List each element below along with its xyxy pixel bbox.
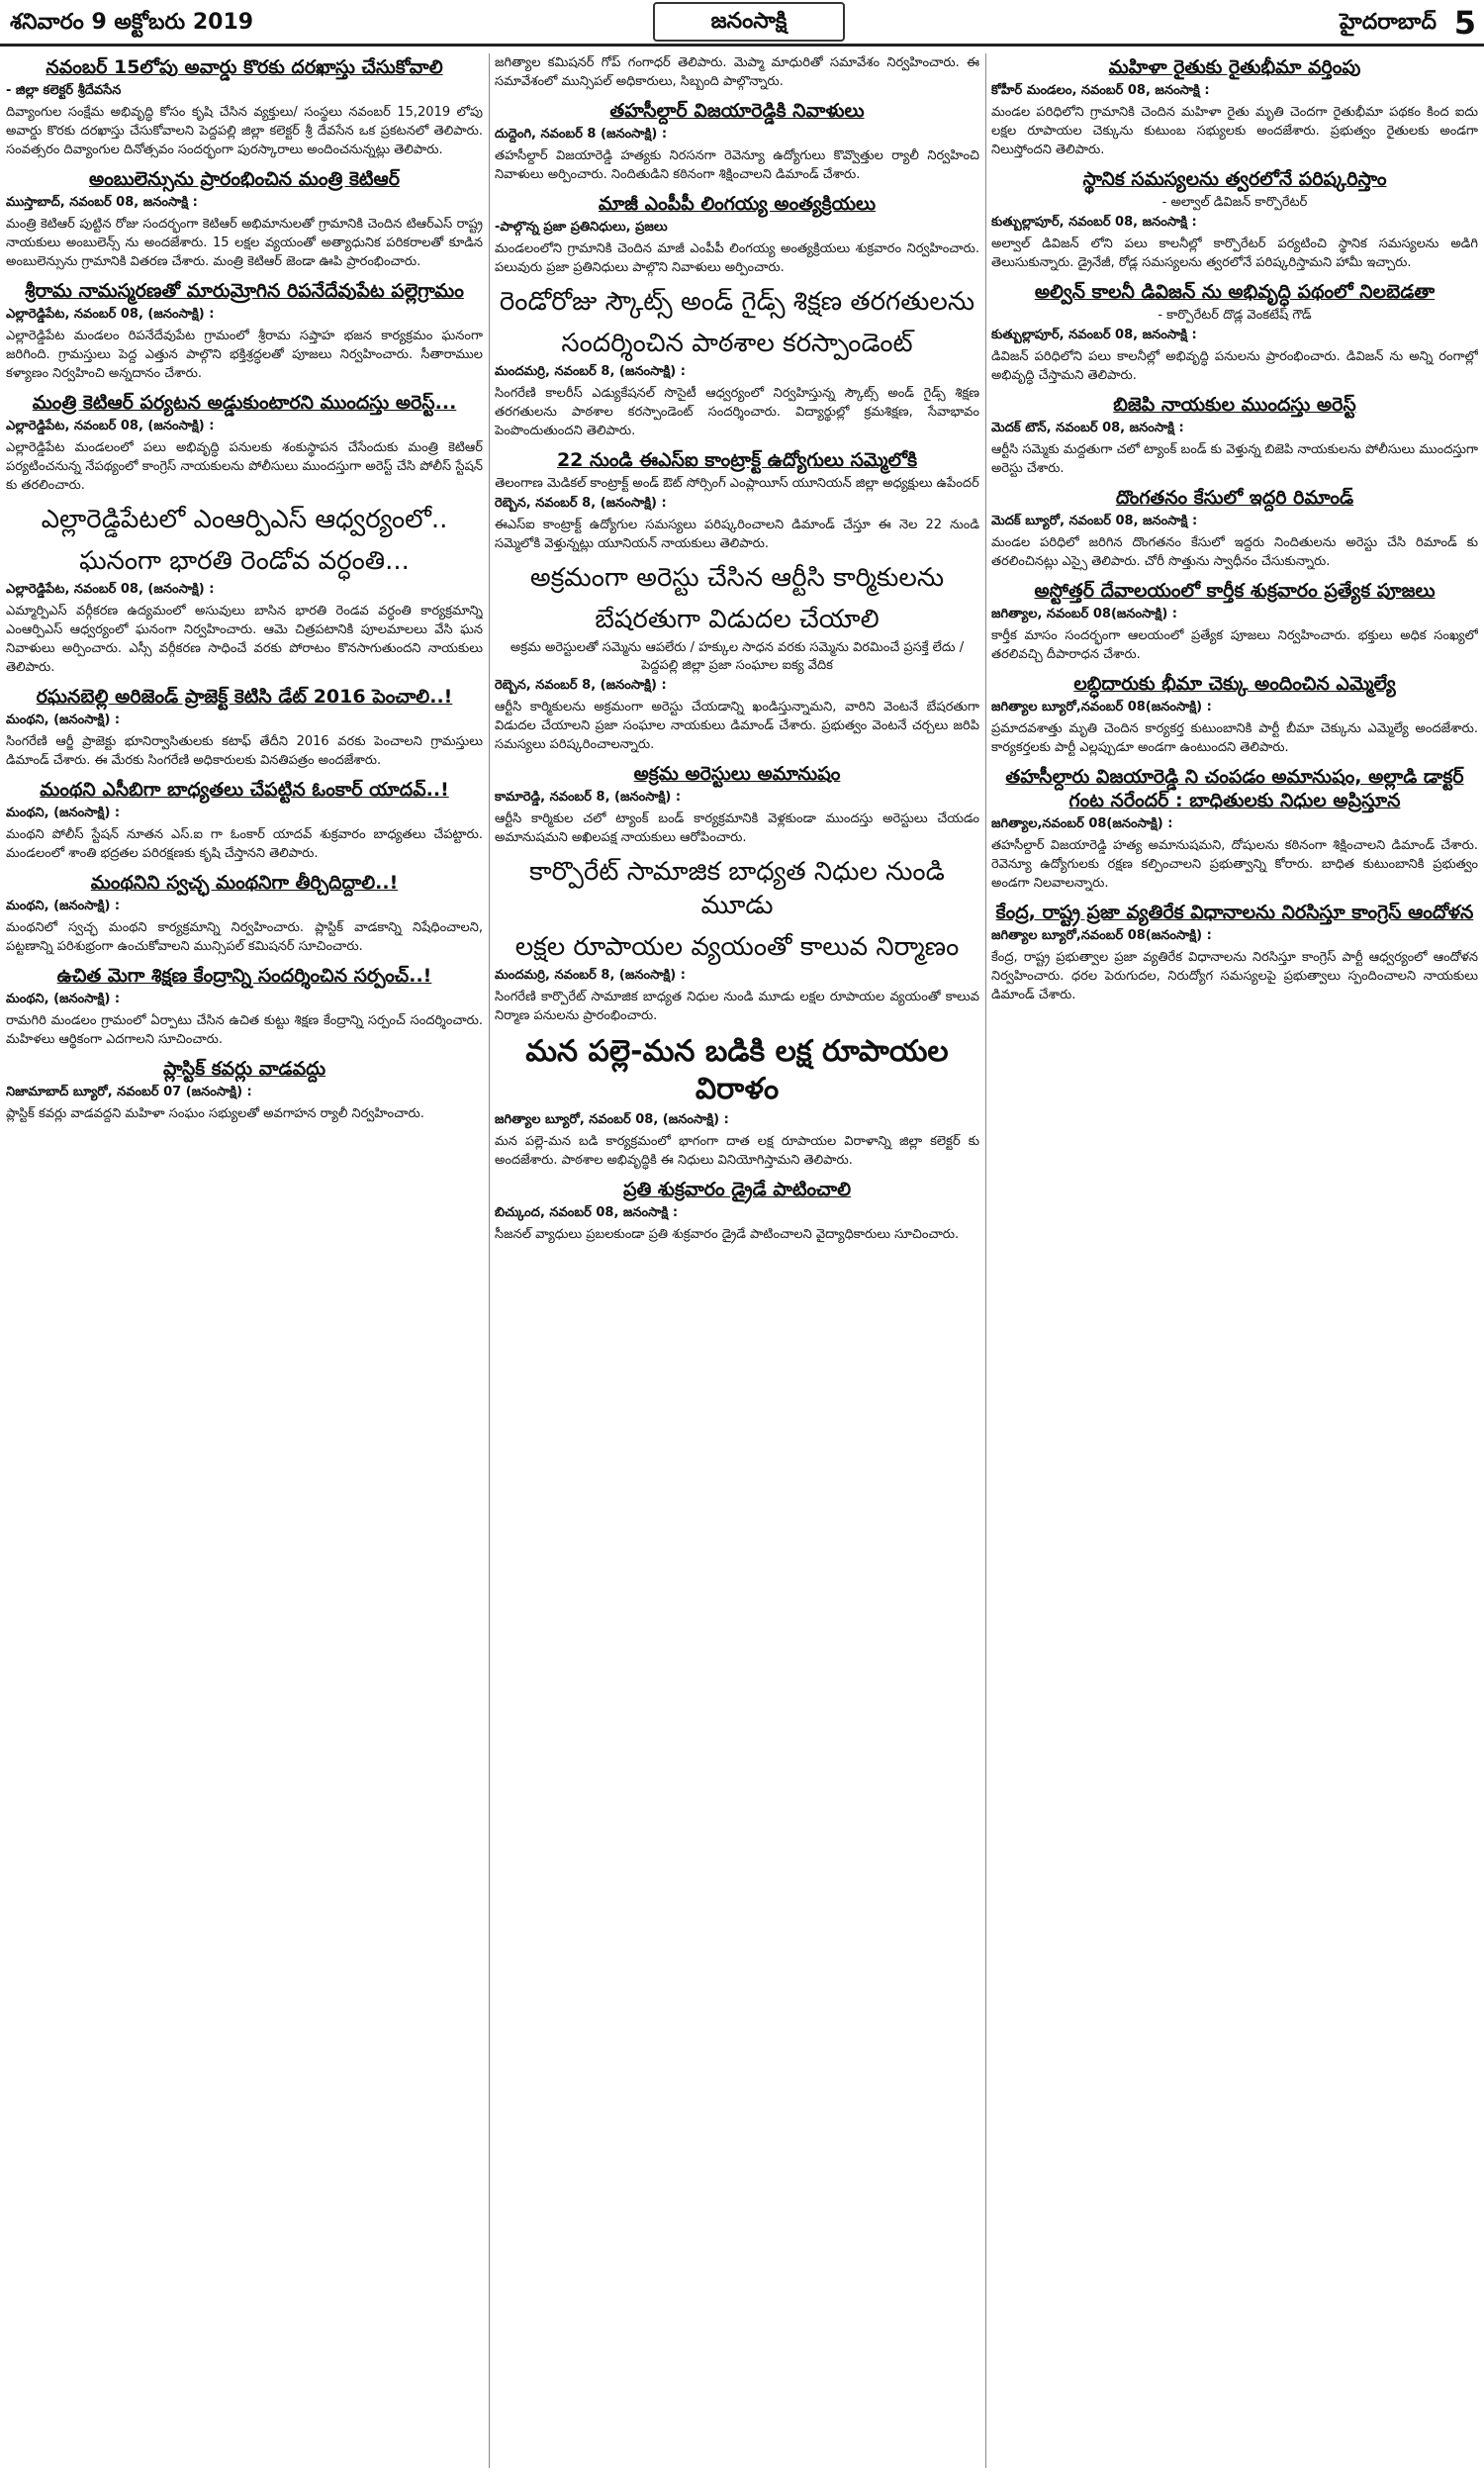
news-article: [6, 391, 483, 495]
news-article: [495, 285, 979, 319]
article-subheadline: - కార్పొరేటర్ దొడ్ల వెంకటేష్ గౌడ్: [1158, 308, 1312, 323]
article-body: మంథనిలో స్వచ్ఛ మంథని కార్యక్రమాన్ని నిర్వహించారు. ప్లాస్టిక్ వాడకాన్ని నిషేధించాలని, పట్టణాన్ని పరిశుభ్రంగా ఉంచుకోవాలని మున్సిపల్ కమిషనర్ సూచించారు.: [6, 920, 483, 954]
column-right: [991, 53, 1478, 2468]
article-headline: బేషరతుగా విడుదల చేయాలి: [595, 605, 880, 634]
article-body: సీజనల్ వ్యాధులు ప్రబలకుండా ప్రతి శుక్రవారం డ్రైడే పాటించాలని వైద్యాధికారులు సూచించారు.: [495, 1227, 960, 1242]
news-article: [991, 280, 1478, 385]
dateline: మంథని, (జనంసాక్షి) :: [6, 806, 121, 820]
article-headline: కేంద్ర, రాష్ట్ర ప్రజా వ్యతిరేక విధానాలను నిరసిస్తూ కాంగ్రెస్ ఆందోళన: [995, 902, 1474, 923]
article-headline: మంథని ఎసీబిగా బాధ్యతలు చేపట్టిన ఓంకార్ యాదవ్..!: [40, 779, 449, 801]
article-headline: ఎల్లారెడ్డిపేటలో ఎంఆర్పిఎస్ ఆధ్వర్యంలో..: [41, 505, 448, 534]
news-article: [6, 1057, 483, 1123]
dateline: మెదక్ టౌన్, నవంబర్ 08, జనంసాక్షి :: [991, 421, 1184, 435]
dateline: ఎల్లారెడ్డిపేట, నవంబర్ 08, (జనంసాక్షి) :: [6, 307, 215, 322]
news-article: [495, 327, 979, 440]
article-headline: మన పల్లె-మన బడికి లక్ష రూపాయల విరాళం: [525, 1034, 949, 1106]
article-headline: ప్రతి శుక్రవారం డ్రైడే పాటించాలి: [622, 1179, 852, 1200]
article-headline: రఘనబెల్లి అరిజెండ్ ప్రాజెక్ట్ కెటిసి డేట్ 2016 పెంచాలి..!: [36, 686, 453, 708]
article-headline: అల్విన్ కాలనీ డివిజన్ ను అభివృద్ధి పథంలో నిలబెడతా: [1034, 281, 1436, 303]
article-headline: సందర్శించిన పాఠశాల కరస్పాండెంట్: [561, 329, 913, 358]
column-divider: [985, 53, 986, 2468]
news-article: [6, 685, 483, 770]
article-headline: శ్రీరామ నామస్మరణతో మారుమ్రోగిన రిపనేదేవుపేట పల్లెగ్రామం: [25, 280, 464, 302]
news-article: [6, 503, 483, 536]
article-body: మండలంలోని గ్రామానికి చెందిన మాజీ ఎంపీపీ లింగయ్య అంత్యక్రియలు శుక్రవారం నిర్వహించారు. పలువురు ప్రజా ప్రతినిధులు పాల్గొని నివాళులు అర్పించారు.: [495, 241, 979, 275]
article-headline: లక్షల రూపాయల వ్యయంతో కాలువ నిర్మాణం: [514, 932, 960, 962]
article-headline: మంథనిని స్వచ్ఛ మంథనిగా తీర్చిదిద్దాలి..!: [90, 872, 399, 894]
dateline: జగిత్యాల, నవంబర్ 08(జనంసాక్షి) :: [991, 607, 1177, 621]
news-article: [495, 53, 979, 91]
article-headline: అక్రమ అరెస్టులు అమానుషం: [633, 763, 841, 785]
article-body: మన పల్లె-మన బడి కార్యక్రమంలో భాగంగా దాత లక్ష రూపాయల విరాళాన్ని జిల్లా కలెక్టర్ కు అందజేశారు. పాఠశాల అభివృద్ధికి ఈ నిధులు వినియోగిస్తామని తెలిపారు.: [495, 1134, 979, 1168]
dateline: దుద్దెంగి, నవంబర్ 8 (జనంసాక్షి) :: [495, 127, 668, 142]
article-subheadline: అక్రమ అరెస్టులతో సమ్మెను ఆపలేరు / హక్కుల సాధన వరకు సమ్మెను విరమించే ప్రసక్తే లేదు / పెద్దపల్లి జిల్లా ప్రజా సంఘాల ఐక్య వేదిక: [510, 640, 965, 673]
article-headline: 22 నుండి ఈఎస్ఐ కాంట్రాక్ట్ ఉద్యోగులు సమ్మెలోకి: [556, 449, 918, 471]
news-article: [6, 55, 483, 159]
article-headline: స్థానిక సమస్యలను త్వరలోనే పరిష్కరిస్తాం: [1082, 168, 1387, 190]
article-body: జగిత్యాల కమిషనర్ గోప్ గంగాధర్ తెలిపారు. మెప్మా మాధురితో సమావేశం నిర్వహించారు. ఈ సమావేశంలో మున్సిపల్ అధికారులు, సిబ్బంది పాల్గొన్నారు.: [495, 55, 979, 89]
news-article: [6, 964, 483, 1049]
dateline: మందమర్రి, నవంబర్ 8, (జనంసాక్షి) :: [495, 968, 686, 983]
article-body: ప్లాస్టిక్ కవర్లు వాడవద్దని మహిళా సంఘం సభ్యులతో అవగాహన ర్యాలీ నిర్వహించారు.: [6, 1106, 424, 1121]
article-body: ఎల్లారెడ్డిపేట మండలంలో పలు అభివృద్ధి పనులకు శంకుస్థాపన చేసేందుకు మంత్రి కెటిఆర్ పర్యటించనున్న నేపథ్యంలో కాంగ్రెస్ నాయకులను పోలీసులు ముందస్తుగా అరెస్ట్ చేసి పోలీస్ స్టేషన్ కు తరలించారు.: [6, 440, 483, 493]
news-article: [6, 279, 483, 383]
article-headline: కార్పొరేట్ సామాజిక బాధ్యత నిధుల నుండి మూడు: [529, 857, 945, 920]
news-article: [495, 762, 979, 847]
dateline: మందమర్రి, నవంబర్ 8, (జనంసాక్షి) :: [495, 364, 686, 379]
news-article: [991, 486, 1478, 571]
news-article: [495, 192, 979, 277]
dateline: -పాల్గొన్న ప్రజా ప్రతినిధులు, ప్రజలు: [495, 220, 668, 235]
article-body: దివ్యాంగుల సంక్షేమ అభివృద్ధి కోసం కృషి చేసిన వ్యక్తులు/ సంస్థలు నవంబర్ 15,2019 లోపు అవార్డు కొరకు దరఖాస్తు చేసుకోవాలని పెద్దపల్లి జిల్లా కలెక్టర్ శ్రీ దేవసేన ఒక ప్రకటనలో తెలిపారు. సంవత్సరం దివ్యాంగుల దినోత్సవం సందర్భంగా పురస్కారాలు అందించనున్నట్లు తెలిపారు.: [6, 105, 483, 157]
news-article: [991, 167, 1478, 272]
news-article: [6, 871, 483, 956]
article-body: సింగరేణి ఆర్జీ ప్రాజెక్టు భూనిర్వాసితులకు కటాఫ్ తేదీని 2016 వరకు పెంచాలని గ్రామస్తులు డిమాండ్ చేశారు. ఈ మేరకు సింగరేణి అధికారులకు వినతిపత్రం అందజేశారు.: [6, 734, 483, 768]
article-body: కేంద్ర, రాష్ట్ర ప్రభుత్వాల ప్రజా వ్యతిరేక విధానాలను నిరసిస్తూ కాంగ్రెస్ పార్టీ ఆధ్వర్యంలో ఆందోళన నిర్వహించారు. ధరల పెరుగుదల, నిరుద్యోగ సమస్యలపై ప్రభుత్వాలు స్పందించాలని నాయకులు డిమాండ్ చేశారు.: [991, 950, 1478, 1002]
news-article: [495, 1178, 979, 1244]
news-article: [991, 901, 1478, 1004]
column-middle: [495, 53, 979, 2468]
article-subheadline: - అల్వాల్ డివిజన్ కార్పొరేటర్: [1161, 195, 1308, 210]
article-body: కార్తీక మాసం సందర్భంగా ఆలయంలో ప్రత్యేక పూజలు నిర్వహించారు. భక్తులు అధిక సంఖ్యలో తరలివచ్చి దీపారాధన చేశారు.: [991, 628, 1478, 662]
article-headline: లబ్ధిదారుకు భీమా చెక్కు అందించిన ఎమ్మెల్యే: [1073, 673, 1396, 695]
masthead: [0, 0, 1484, 47]
article-headline: తహసీల్దారు విజయారెడ్డి ని చంపడం అమానుషం, అల్లాడి డాక్టర్ గంట నరేందర్ : బాధితులకు నిధుల అప్రిస్తూన: [1005, 766, 1464, 811]
dateline: రెబ్బెన, నవంబర్ 8, (జనంసాక్షి) :: [495, 678, 667, 693]
dateline: మంథని, (జనంసాక్షి) :: [6, 899, 121, 913]
dateline: జగిత్యాల బ్యూరో,నవంబర్ 08(జనంసాక్షి) :: [991, 928, 1212, 943]
news-article: [991, 672, 1478, 757]
news-article: [6, 544, 483, 677]
dateline: రెబ్బెన, నవంబర్ 8, (జనంసాక్షి) :: [495, 496, 667, 511]
article-body: మంత్రి కెటిఆర్ పుట్టిన రోజు సందర్భంగా కెటిఆర్ అభిమానులతో గ్రామానికి చెందిన టిఆర్ఎస్ రాష్ట్ర నాయకులు అంబులెన్స్ ను అందజేశారు. 15 లక్షల వ్యయంతో అత్యాధునిక పరికరాలతో కూడిన అంబులెన్సును గ్రామానికి వితరణ చేశారు. మంత్రి కెటిఆర్ జెండా ఊపి ప్రారంభించారు.: [6, 217, 483, 269]
issue-date: శనివారం 9 అక్టోబరు 2019: [10, 10, 254, 35]
article-body: ఆర్టీసి కార్మికుల చలో ట్యాంక్ బండ్ కార్యక్రమానికి వెళ్లకుండా ముందస్తు అరెస్టులు చేయడం అమానుషమని అఖిలపక్ష నాయకులు ఆరోపించారు.: [495, 811, 979, 845]
article-headline: అంబులెన్సును ప్రారంభించిన మంత్రి కెటిఆర్: [89, 168, 400, 190]
news-article: [495, 1033, 979, 1170]
article-body: తహసీల్దార్ విజయారెడ్డి హత్య అమానుషమని, దోషులను కఠినంగా శిక్షించాలని డిమాండ్ చేశారు. రెవెన్యూ ఉద్యోగులకు రక్షణ కల్పించాలని ప్రభుత్వాన్ని కోరారు. బాధిత కుటుంబానికి ప్రభుత్వం అండగా నిలవాలన్నారు.: [991, 838, 1478, 891]
dateline: బిచ్కుంద, నవంబర్ 08, జనంసాక్షి :: [495, 1205, 679, 1220]
dateline: కుత్బుల్లాపూర్, నవంబర్ 08, జనంసాక్షి :: [991, 215, 1197, 230]
article-headline: రెండోరోజు స్కౌట్స్ అండ్ గైడ్స్ శిక్షణ తరగతులను: [499, 287, 975, 317]
article-headline: దొంగతనం కేసులో ఇద్దరి రిమాండ్: [1115, 487, 1354, 509]
news-article: [6, 167, 483, 271]
column-left: [6, 53, 483, 2468]
dateline: జగిత్యాల బ్యూరో, నవంబర్ 08, (జనంసాక్షి) :: [495, 1112, 729, 1127]
article-headline: ప్లాస్టిక్ కవర్లు వాడవద్దు: [162, 1058, 326, 1080]
article-body: ఎల్లారెడ్డిపేట మండలం రిపనేదేవుపేట గ్రామంలో శ్రీరామ సప్తాహ భజన కార్యక్రమం ఘనంగా జరిగింది. గ్రామస్తులు పెద్ద ఎత్తున పాల్గొని భక్తిశ్రద్ధలతో పూజలు నిర్వహించారు. సీతారాముల కళ్యాణం నిర్వహించి అన్నదానం చేశారు.: [6, 329, 483, 381]
article-body: తహసీల్దార్ విజయారెడ్డి హత్యకు నిరసనగా రెవెన్యూ ఉద్యోగులు కొవ్వొత్తుల ర్యాలీ నిర్వహించి నివాళులు అర్పించారు. నిందితుడిని కఠినంగా శిక్షించాలని డిమాండ్ చేశారు.: [495, 148, 979, 182]
article-headline: మాజీ ఎంపీపీ లింగయ్య అంత్యక్రియలు: [598, 193, 877, 215]
article-body: ఆర్టీసి సమ్మెకు మద్దతుగా చలో ట్యాంక్ బండ్ కు వెళ్తున్న బిజెపి నాయకులను పోలీసులు ముందస్తుగా అరెస్టు చేశారు.: [991, 442, 1478, 476]
dateline: కామారెడ్డి, నవంబర్ 8, (జనంసాక్షి) :: [495, 790, 682, 805]
dateline: నిజామాబాద్ బ్యూరో, నవంబర్ 07 (జనంసాక్షి) :: [6, 1085, 252, 1099]
dateline: మంథని, (జనంసాక్షి) :: [6, 992, 121, 1006]
article-body: అల్వాల్ డివిజన్ లోని పలు కాలనీల్లో కార్పొరేటర్ పర్యటించి స్థానిక సమస్యలను అడిగి తెలుసుకున్నారు. డ్రైనేజీ, రోడ్ల సమస్యలను త్వరలోనే పరిష్కరిస్తామని హామీ ఇచ్చారు.: [991, 237, 1478, 270]
dateline: ఎల్లారెడ్డిపేట, నవంబర్ 08, (జనంసాక్షి) :: [6, 582, 215, 597]
dateline: జగిత్యాల బ్యూరో,నవంబర్ 08(జనంసాక్షి) :: [991, 700, 1212, 714]
news-article: [495, 448, 979, 553]
article-body: ఈఎస్ఐ కాంట్రాక్ట్ ఉద్యోగుల సమస్యలు పరిష్కరించాలని డిమాండ్ చేస్తూ ఈ నెల 22 నుండి సమ్మెలోకి వెళ్తున్నట్లు యూనియన్ నాయకులు తెలిపారు.: [495, 518, 979, 551]
dateline: మంథని, (జనంసాక్షి) :: [6, 713, 121, 727]
article-body: సింగరేణి కార్పొరేట్ సామాజిక బాధ్యత నిధుల నుండి మూడు లక్షల రూపాయల వ్యయంతో కాలువ నిర్మాణ పనులను ప్రారంభించారు.: [495, 990, 979, 1023]
news-article: [991, 765, 1478, 893]
dateline: కుత్బుల్లాపూర్, నవంబర్ 08, జనంసాక్షి :: [991, 328, 1197, 342]
dateline: జగిత్యాల,నవంబర్ 08(జనంసాక్షి) :: [991, 816, 1173, 831]
news-article: [495, 855, 979, 922]
article-headline: తహసీల్దార్ విజయారెడ్డికి నివాళులు: [609, 100, 865, 122]
dateline: మెదక్ బ్యూరో, నవంబర్ 08, జనంసాక్షి :: [991, 514, 1198, 528]
article-body: సింగరేణి కాలరీస్ ఎడ్యుకేషనల్ సొసైటీ ఆధ్వర్యంలో నిర్వహిస్తున్న స్కౌట్స్ అండ్ గైడ్స్ శిక్షణ తరగతులను పాఠశాల కరస్పాండెంట్ సందర్శించారు. విద్యార్థుల్లో క్రమశిక్షణ, సేవాభావం పెంపొందుతుందని తెలిపారు.: [495, 386, 979, 438]
article-headline: నవంబర్ 15లోపు అవార్డు కొరకు దరఖాస్తు చేసుకోవాలి: [46, 56, 443, 78]
dateline: - జిల్లా కలెక్టర్ శ్రీదేవసేన: [6, 83, 122, 98]
article-headline: ఉచిత మెగా శిక్షణ కేంద్రాన్ని సందర్శించిన సర్పంచ్..!: [56, 965, 432, 987]
dateline: కోహీర్ మండలం, నవంబర్ 08, జనంసాక్షి :: [991, 83, 1210, 98]
article-headline: మంత్రి కెటిఆర్ పర్యటన అడ్డుకుంటారని ముందస్తు అరెస్ట్...: [32, 392, 457, 414]
article-body: రామగిరి మండలం గ్రామంలో ఏర్పాటు చేసిన ఉచిత కుట్టు శిక్షణ కేంద్రాన్ని సర్పంచ్ సందర్శించారు. మహిళలు ఆర్థికంగా ఎదగాలని సూచించారు.: [6, 1013, 483, 1047]
article-headline: బిజెపి నాయకుల ముందస్తు అరెస్ట్: [1113, 394, 1356, 416]
article-body: మండల పరిధిలోని గ్రామానికి చెందిన మహిళా రైతు మృతి చెందగా రైతుభీమా పథకం కింద ఐదు లక్షల రూపాయల చెక్కును కుటుంబ సభ్యులకు అందజేశారు. ప్రభుత్వం రైతులకు అండగా నిలుస్తోందని తెలిపారు.: [991, 105, 1478, 157]
news-article: [991, 579, 1478, 664]
news-article: [495, 930, 979, 1025]
article-headline: మహిళా రైతుకు రైతుభీమా వర్తింపు: [1108, 56, 1361, 78]
news-article: [495, 603, 979, 754]
newspaper-logo: జనంసాక్షి: [653, 2, 845, 42]
news-article: [991, 393, 1478, 478]
news-article: [6, 778, 483, 863]
article-subheadline: తెలంగాణ మెడికల్ కాంట్రాక్ట్ అండ్ ఔట్ సోర్సింగ్ ఎంప్లాయీస్ యూనియన్ జిల్లా అధ్యక్షులు ఉపేందర్: [495, 476, 979, 491]
news-article: [495, 561, 979, 595]
news-article: [991, 55, 1478, 159]
article-headline: ఘనంగా భారతి రెండోవ వర్ధంతి...: [79, 546, 410, 576]
column-divider: [489, 53, 490, 2468]
news-article: [495, 99, 979, 184]
article-body: మండల పరిధిలో జరిగిన దొంగతనం కేసులో ఇద్దరు నిందితులను అరెస్టు చేసి రిమాండ్ కు తరలించినట్లు ఎస్సై తెలిపారు. చోరీ సొత్తును స్వాధీనం చేసుకున్నారు.: [991, 535, 1478, 569]
page-number: 5: [1453, 4, 1476, 42]
edition-city: హైదరాబాద్: [1340, 10, 1437, 35]
dateline: ఎల్లారెడ్డిపేట, నవంబర్ 08, (జనంసాక్షి) :: [6, 419, 215, 433]
article-headline: అక్రమంగా అరెస్టు చేసిన ఆర్టీసి కార్మికులను: [529, 563, 945, 593]
dateline: ముస్తాబాద్, నవంబర్ 08, జనంసాక్షి :: [6, 195, 198, 210]
article-body: ఎమ్మార్పిఎస్ వర్గీకరణ ఉద్యమంలో అసువులు బాసిన భారతి రెండవ వర్ధంతి కార్యక్రమాన్ని ఎంఆర్పిఎస్ ఆధ్వర్యంలో ఘనంగా నిర్వహించారు. ఆమె చిత్రపటానికి పూలమాలలు వేసి ఘన నివాళులు అర్పించారు. ఎస్సీ వర్గీకరణ సాధించే వరకు పోరాటం కొనసాగుతుందని నాయకులు తెలిపారు.: [6, 604, 483, 675]
article-body: డివిజన్ పరిధిలోని పలు కాలనీల్లో అభివృద్ధి పనులను ప్రారంభించారు. డివిజన్ ను అన్ని రంగాల్లో అభివృద్ధి చేస్తామని తెలిపారు.: [991, 349, 1478, 383]
article-body: మంథని పోలీస్ స్టేషన్ నూతన ఎస్.ఐ గా ఓంకార్ యాదవ్ శుక్రవారం బాధ్యతలు చేపట్టారు. మండలంలో శాంతి భద్రతల పరిరక్షణకు కృషి చేస్తానని తెలిపారు.: [6, 827, 483, 861]
article-headline: అస్టోత్తర్ దేవాలయంలో కార్తీక శుక్రవారం ప్రత్యేక పూజలు: [1034, 580, 1436, 602]
article-body: ఆర్టీసి కార్మికులను అక్రమంగా అరెస్టు చేయడాన్ని ఖండిస్తున్నామని, వారిని వెంటనే బేషరతుగా విడుదల చేయాలని ప్రజా సంఘాల నాయకులు డిమాండ్ చేశారు. ప్రభుత్వం వెంటనే చర్చలు జరిపి సమస్యలు పరిష్కరించాలన్నారు.: [495, 700, 979, 752]
article-body: ప్రమాదవశాత్తు మృతి చెందిన కార్యకర్త కుటుంబానికి పార్టీ బీమా చెక్కును ఎమ్మెల్యే అందజేశారు. కార్యకర్తలకు పార్టీ ఎల్లప్పుడూ అండగా ఉంటుందని తెలిపారు.: [991, 721, 1478, 755]
